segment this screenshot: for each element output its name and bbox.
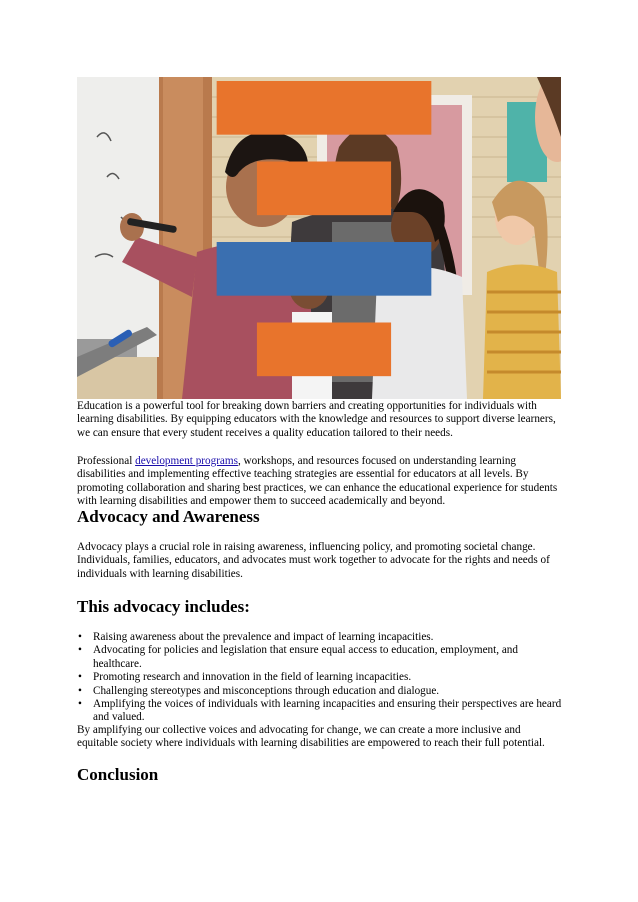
advocacy-list	[77, 631, 563, 725]
conclusion-heading: Conclusion	[77, 765, 159, 784]
advocacy-includes-heading: This advocacy includes:	[77, 597, 250, 616]
list-item: • Promoting research and innovation in the field of learning incapacities.	[93, 671, 563, 684]
list-item: • Challenging stereotypes and misconceptions through education and dialogue.	[93, 685, 563, 698]
collective-voices-paragraph: By amplifying our collective voices and advocating for change, we can create a more inclusive and equitable society where individuals with learning disabilities are empowered to reach their full potential.	[77, 724, 545, 750]
brand-logo-icon	[82, 81, 561, 399]
p2-text-before: Professional	[77, 455, 136, 467]
professional-development-paragraph	[77, 455, 563, 509]
list-item: • Amplifying the voices of individuals with learning incapacities and ensuring their perspectives are heard and valued.	[93, 698, 563, 725]
advocacy-heading: Advocacy and Awareness	[77, 507, 260, 526]
list-item: • Advocating for policies and legislation that ensure equal access to education, employment, and healthcare.	[93, 644, 563, 671]
list-item: • Raising awareness about the prevalence and impact of learning incapacities.	[93, 631, 563, 644]
intro-paragraph: Education is a powerful tool for breaking down barriers and creating opportunities for individuals with learning disabilities. By equipping educators with the knowledge and resources to support diverse learners, we can ensure that every student receives a quality education tailored to their needs.	[77, 400, 556, 439]
p2-text-after: , workshops, and resources focused on understanding learning disabilities and implementing effective teaching strategies are essential for educators at all levels. By promoting collaboration and sharing best practices, we can enhance the educational experience for students with learning disabilities and empower them to succeed academically and beyond.	[77, 455, 558, 508]
classroom-photo	[77, 77, 561, 399]
development-programs-link[interactable]: development programs	[135, 455, 238, 467]
advocacy-paragraph: Advocacy plays a crucial role in raising awareness, influencing policy, and promoting societal change. Individuals, families, educators, and advocates must work together to advocate for the rights and needs of individuals with learning disabilities.	[77, 541, 550, 580]
